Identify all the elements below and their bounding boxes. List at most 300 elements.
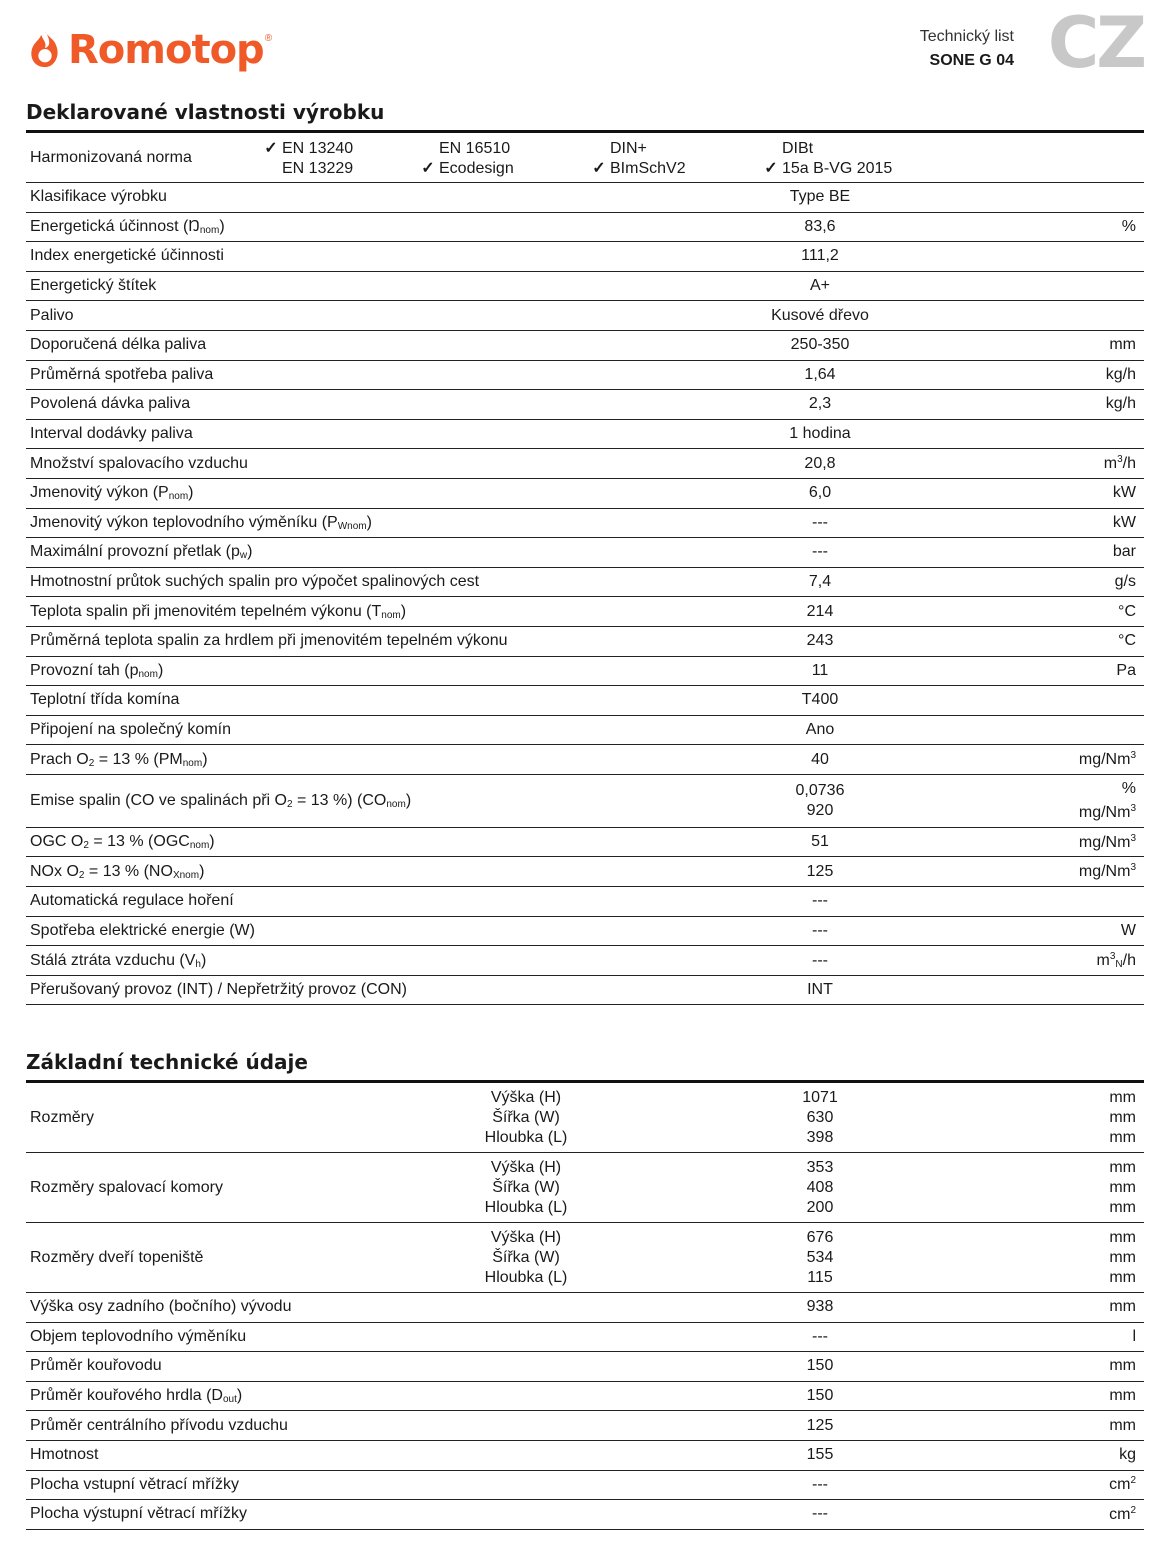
- row-unit: [1132, 1328, 1136, 1346]
- row-value: 155: [806, 1446, 834, 1464]
- row-label: [26, 1328, 626, 1346]
- declared-properties-table: [26, 133, 1144, 1005]
- row-value: Ano: [805, 720, 835, 738]
- row-label: Rozměry dveří topeniště: [30, 1248, 204, 1266]
- label-text: ): [405, 791, 412, 809]
- label-subscript: nom: [182, 757, 203, 769]
- label-subscript: nom: [381, 609, 401, 621]
- document-type-label: Technický list: [919, 28, 1014, 45]
- table-row: [26, 976, 1144, 1006]
- table-row: [26, 1352, 1144, 1382]
- row-label: [26, 247, 626, 265]
- unit-superscript: 2: [1130, 1475, 1136, 1487]
- row-value: [720, 1158, 920, 1218]
- table-row: [26, 946, 1144, 976]
- row-label: [26, 981, 626, 999]
- dimension-labels: [466, 1088, 586, 1148]
- label-text: Hmotnost: [30, 1446, 99, 1464]
- row-label: [26, 1446, 626, 1464]
- product-model: SONE G 04: [929, 52, 1014, 69]
- unit-text: W: [1120, 921, 1136, 939]
- table-row: [26, 857, 1144, 887]
- row-label: [26, 1298, 626, 1316]
- row-unit: [1115, 573, 1136, 591]
- row-value: ---: [812, 543, 828, 561]
- row-label: [26, 952, 626, 970]
- row-unit: [1109, 1475, 1136, 1494]
- norm-name: 15a B-VG 2015: [782, 160, 893, 177]
- unit-text: mg/Nm: [1078, 751, 1131, 769]
- row-label: [26, 833, 626, 851]
- label-subscript: 2: [286, 798, 293, 810]
- table-row: [26, 301, 1144, 331]
- label-text: Teplota spalin při jmenovitém tepelném výkonu (T: [30, 602, 382, 620]
- row-value: ---: [812, 513, 828, 531]
- row-label: [26, 455, 626, 473]
- label-text: Průměrná teplota spalin za hrdlem při jmenovitém tepelném výkonu: [30, 632, 508, 650]
- label-text: Emise spalin (CO ve spalinách při O: [30, 791, 287, 809]
- row-label: [26, 1505, 626, 1523]
- value-line: 408: [806, 1178, 834, 1196]
- label-text: ): [202, 750, 208, 768]
- label-text: Energetická účinnost (Ŋ: [30, 217, 200, 235]
- unit-text: kW: [1112, 513, 1136, 531]
- norm-item: [760, 139, 960, 159]
- label-text: Povolená dávka paliva: [30, 395, 191, 413]
- row-unit: [1079, 862, 1136, 881]
- row-label: [26, 425, 626, 443]
- label-text: = 13 % (OGC: [88, 833, 190, 851]
- table-row: [26, 509, 1144, 539]
- norm-name: DIN+: [610, 140, 647, 157]
- label-text: ): [366, 513, 372, 531]
- norm-name: EN 16510: [439, 140, 511, 157]
- table-row: [26, 449, 1144, 479]
- unit-text: mm: [1109, 1357, 1136, 1375]
- row-unit: [1097, 951, 1136, 970]
- label-subscript: w: [239, 550, 248, 562]
- label-subscript: Xnom: [172, 869, 200, 881]
- table-row: [26, 242, 1144, 272]
- row-unit: [1119, 1446, 1136, 1464]
- norm-item: [588, 139, 760, 159]
- label-text: ): [157, 661, 164, 679]
- norm-item: [417, 159, 588, 179]
- row-value: 83,6: [804, 217, 836, 235]
- label-text: Průměr centrálního přívodu vzduchu: [30, 1416, 288, 1434]
- norm-item: [260, 139, 417, 159]
- unit-text: %: [1121, 779, 1136, 797]
- table-row: [26, 1411, 1144, 1441]
- unit-text: °C: [1118, 602, 1136, 620]
- row-unit: [1109, 1298, 1136, 1316]
- label-text: ): [236, 1387, 243, 1405]
- label-subscript: 2: [88, 757, 95, 769]
- value-line: 200: [806, 1198, 834, 1216]
- dimension-label: Šířka (W): [492, 1178, 560, 1196]
- dimension-label: Hloubka (L): [484, 1198, 568, 1216]
- row-unit: [1109, 1387, 1136, 1405]
- checkmark-icon: [260, 159, 282, 179]
- table-row: [26, 1441, 1144, 1471]
- row-unit: [1079, 779, 1136, 823]
- value-line: 115: [807, 1268, 833, 1286]
- unit-text: %: [1121, 217, 1136, 235]
- checkmark-icon: ✓: [421, 160, 435, 177]
- table-row: [26, 828, 1144, 858]
- label-text: Průměr kouřovodu: [30, 1357, 162, 1375]
- dimension-label: Výška (H): [490, 1088, 562, 1106]
- row-label: Rozměry spalovací komory: [30, 1178, 223, 1196]
- dimension-label: Hloubka (L): [484, 1128, 568, 1146]
- row-value: 150: [806, 1357, 834, 1375]
- label-text: ): [200, 951, 207, 969]
- label-text: Jmenovitý výkon teplovodního výměníku (P: [30, 513, 338, 531]
- table-row-harmonized-norm: [26, 133, 1144, 183]
- label-subscript: nom: [168, 491, 189, 503]
- unit-text: mm: [1109, 1298, 1136, 1316]
- unit-superscript: 3: [1130, 802, 1136, 814]
- row-label: [26, 484, 626, 502]
- row-label: [26, 603, 626, 621]
- unit-line: mm: [1109, 1198, 1136, 1216]
- row-value: 40: [811, 750, 829, 768]
- norm-item: [760, 159, 960, 179]
- row-unit: [1104, 454, 1136, 473]
- table-row: [26, 887, 1144, 917]
- row-unit: [1109, 1088, 1136, 1148]
- row-unit: [1118, 632, 1136, 650]
- label-text: ): [400, 602, 407, 620]
- unit-line: mm: [1109, 1178, 1136, 1196]
- unit-text: mm: [1109, 336, 1136, 354]
- unit-text: °C: [1118, 632, 1136, 650]
- label-text: Objem teplovodního výměníku: [30, 1327, 247, 1345]
- label-text: Výška osy zadního (bočního) vývodu: [30, 1298, 292, 1316]
- label-text: ): [209, 833, 215, 851]
- row-unit: [1079, 833, 1136, 852]
- row-value: 2,3: [808, 395, 832, 413]
- row-value: 1,64: [804, 365, 836, 383]
- table-row: [26, 568, 1144, 598]
- row-label: Rozměry: [30, 1108, 95, 1126]
- label-text: Prach O: [30, 750, 89, 768]
- row-unit: [1122, 218, 1136, 236]
- unit-subscript: N: [1115, 959, 1123, 971]
- unit-text: bar: [1112, 543, 1136, 561]
- row-value: 51: [811, 833, 829, 851]
- row-unit: [1106, 366, 1136, 384]
- dimension-labels: [466, 1158, 586, 1218]
- label-subscript: nom: [386, 798, 406, 810]
- dimension-label: Výška (H): [490, 1158, 562, 1176]
- unit-text: l: [1132, 1327, 1136, 1345]
- dimension-label: Šířka (W): [492, 1248, 560, 1266]
- row-label: [26, 277, 626, 295]
- table-row: [26, 1293, 1144, 1323]
- row-value: 250-350: [790, 336, 850, 354]
- table-row: [26, 479, 1144, 509]
- unit-text: mg/Nm: [1078, 803, 1131, 821]
- row-label: [26, 1417, 626, 1435]
- row-label: [26, 573, 626, 591]
- row-value: 243: [806, 632, 834, 650]
- table-row: [26, 1382, 1144, 1412]
- table-row: [26, 213, 1144, 243]
- row-label: [26, 307, 626, 325]
- value-line: 1071: [802, 1088, 838, 1106]
- label-subscript: out: [222, 1394, 237, 1406]
- table-row: [26, 361, 1144, 391]
- label-text: Plocha výstupní větrací mřížky: [30, 1505, 247, 1523]
- row-unit: [1118, 603, 1136, 621]
- row-unit: [1109, 1228, 1136, 1288]
- row-value: 214: [806, 602, 834, 620]
- row-label: [26, 662, 626, 680]
- unit-text: kW: [1112, 484, 1136, 502]
- row-label: [26, 1476, 626, 1494]
- row-label: [26, 218, 626, 236]
- row-unit: [1106, 395, 1136, 413]
- unit-superscript: 3: [1130, 750, 1136, 762]
- unit-text: kg/h: [1105, 395, 1136, 413]
- row-value: [720, 1228, 920, 1288]
- row-value: T400: [801, 691, 839, 709]
- norm-item: [260, 159, 417, 179]
- label-text: Energetický štítek: [30, 277, 157, 295]
- unit-line: [1079, 779, 1136, 799]
- table-row: [26, 183, 1144, 213]
- label-text: Průměrná spotřeba paliva: [30, 365, 214, 383]
- label-text: Jmenovitý výkon (P: [30, 484, 169, 502]
- checkmark-icon: ✓: [592, 160, 606, 177]
- table-row: [26, 745, 1144, 775]
- row-value: 111,2: [801, 247, 839, 265]
- label-text: Množství spalovacího vzduchu: [30, 454, 248, 472]
- unit-line: [1079, 799, 1136, 823]
- label-subscript: Wnom: [337, 520, 367, 532]
- row-label: [26, 721, 626, 739]
- dimension-labels: [466, 1228, 586, 1288]
- label-text: = 13 % (PM: [94, 750, 183, 768]
- label-text: Hmotnostní průtok suchých spalin pro výpočet spalinových cest: [30, 573, 480, 591]
- row-value: 20,8: [804, 454, 836, 472]
- row-label: [26, 751, 626, 769]
- label-subscript: nom: [189, 840, 210, 852]
- table-row: [26, 538, 1144, 568]
- norm-item: [588, 159, 760, 179]
- value-line: 0,0736: [795, 781, 845, 799]
- value-line: 534: [806, 1248, 834, 1266]
- row-label: [26, 792, 626, 810]
- row-value: INT: [807, 981, 833, 999]
- row-value: 938: [806, 1298, 834, 1316]
- dimension-label: Šířka (W): [492, 1108, 560, 1126]
- flame-logo-icon: [26, 29, 64, 71]
- label-text: ): [199, 862, 205, 880]
- label-text: ): [219, 217, 225, 235]
- unit-superscript: 2: [1130, 1504, 1136, 1516]
- row-value: Kusové dřevo: [771, 306, 869, 324]
- row-unit: [1113, 484, 1136, 502]
- row-label: [26, 514, 626, 532]
- label-text: Maximální provozní přetlak (p: [30, 543, 240, 561]
- unit-superscript: 3: [1109, 951, 1116, 963]
- checkmark-icon: ✓: [264, 140, 278, 157]
- checkmark-icon: [760, 139, 782, 159]
- row-label: [26, 922, 626, 940]
- row-unit: [1079, 750, 1136, 769]
- row-label: [26, 543, 626, 561]
- row-value: ---: [812, 892, 828, 910]
- unit-text: g/s: [1114, 573, 1136, 591]
- row-label: [26, 1357, 626, 1375]
- norm-name: EN 13240: [282, 140, 354, 157]
- row-value: 7,4: [808, 573, 832, 591]
- table-row: [26, 597, 1144, 627]
- label-text: Průměr kouřového hrdla (D: [30, 1387, 223, 1405]
- unit-text: mg/Nm: [1078, 863, 1131, 881]
- row-unit: [1109, 1417, 1136, 1435]
- unit-line: mm: [1109, 1268, 1136, 1286]
- label-text: Interval dodávky paliva: [30, 425, 193, 443]
- table-row: [26, 627, 1144, 657]
- table-row-dimensions: [26, 1083, 1144, 1153]
- row-unit: [1109, 1158, 1136, 1218]
- table-row: [26, 390, 1144, 420]
- label-text: Spotřeba elektrické energie (W): [30, 921, 255, 939]
- checkmark-icon: [417, 139, 439, 159]
- row-unit: [1113, 514, 1136, 532]
- row-label: [26, 892, 626, 910]
- value-line: 353: [806, 1158, 834, 1176]
- row-unit: [1109, 1357, 1136, 1375]
- unit-text: m: [1096, 952, 1110, 970]
- row-label: [26, 632, 626, 650]
- brand-logo: [26, 24, 272, 76]
- unit-text: /h: [1122, 455, 1136, 473]
- label-text: = 13 %) (CO: [292, 791, 387, 809]
- row-value: ---: [812, 1475, 828, 1493]
- unit-line: mm: [1109, 1128, 1136, 1146]
- row-value: ---: [812, 921, 828, 939]
- table-row: [26, 917, 1144, 947]
- label-text: OGC O: [30, 833, 84, 851]
- dimension-label: Výška (H): [490, 1228, 562, 1246]
- label-text: Index energetické účinnosti: [30, 247, 224, 265]
- label-text: Doporučená délka paliva: [30, 336, 207, 354]
- row-label: Harmonizovaná norma: [30, 148, 192, 166]
- unit-line: mm: [1109, 1158, 1136, 1176]
- row-label: [26, 366, 626, 384]
- row-label: [26, 395, 626, 413]
- label-text: Automatická regulace hoření: [30, 892, 234, 910]
- table-row: [26, 657, 1144, 687]
- label-text: NOx O: [30, 862, 79, 880]
- label-text: Provozní tah (p: [30, 661, 139, 679]
- label-text: Klasifikace výrobku: [30, 188, 167, 206]
- norm-name: DIBt: [782, 140, 814, 157]
- label-text: Stálá ztráta vzduchu (V: [30, 951, 196, 969]
- label-text: Připojení na společný komín: [30, 720, 231, 738]
- row-label: [26, 691, 626, 709]
- label-text: ): [247, 543, 253, 561]
- row-label: [26, 863, 626, 881]
- unit-text: kg/h: [1105, 365, 1136, 383]
- table-row: [26, 686, 1144, 716]
- row-unit: [1109, 1505, 1136, 1524]
- row-label: [26, 188, 626, 206]
- label-text: Přerušovaný provoz (INT) / Nepřetržitý provoz (CON): [30, 981, 407, 999]
- row-value: 11: [811, 661, 829, 679]
- row-unit: [1109, 336, 1136, 354]
- label-text: = 13 % (NO: [84, 862, 173, 880]
- unit-line: mm: [1109, 1088, 1136, 1106]
- unit-line: mm: [1109, 1108, 1136, 1126]
- row-label: [26, 336, 626, 354]
- row-unit: [1113, 543, 1136, 561]
- brand-name: Romotop: [68, 27, 264, 73]
- checkmark-icon: ✓: [764, 160, 778, 177]
- unit-text: cm: [1109, 1476, 1131, 1494]
- label-text: ): [188, 484, 194, 502]
- row-value: 125: [806, 1416, 834, 1434]
- unit-superscript: 3: [1117, 454, 1123, 466]
- norm-list: [260, 139, 960, 179]
- unit-text: m: [1103, 455, 1118, 473]
- label-text: Palivo: [30, 306, 74, 324]
- document-header: [920, 26, 1014, 72]
- table-row: [26, 331, 1144, 361]
- checkmark-icon: [588, 139, 610, 159]
- table-row: [26, 1500, 1144, 1530]
- basic-technical-data-table: [26, 1083, 1144, 1530]
- unit-superscript: 3: [1130, 862, 1136, 874]
- unit-superscript: 3: [1130, 832, 1136, 844]
- unit-text: mm: [1109, 1387, 1136, 1405]
- row-value: ---: [812, 1505, 828, 1523]
- unit-line: mm: [1109, 1248, 1136, 1266]
- table-row: [26, 716, 1144, 746]
- row-value: [720, 781, 920, 821]
- value-line: 630: [806, 1108, 834, 1126]
- unit-text: Pa: [1116, 661, 1136, 679]
- unit-text: mg/Nm: [1078, 833, 1131, 851]
- row-label: [26, 1387, 626, 1405]
- row-value: 1 hodina: [789, 425, 851, 443]
- norm-name: EN 13229: [282, 160, 354, 177]
- table-row: [26, 1471, 1144, 1501]
- section-title-basic-technical-data: Základní technické údaje: [26, 1050, 308, 1074]
- row-value: A+: [809, 277, 830, 295]
- norm-name: BImSchV2: [610, 160, 686, 177]
- norm-item: [417, 139, 588, 159]
- row-value: [720, 1088, 920, 1148]
- unit-line: mm: [1109, 1228, 1136, 1246]
- section-title-declared-properties: Deklarované vlastnosti výrobku: [26, 100, 385, 124]
- unit-text: cm: [1109, 1505, 1131, 1523]
- row-value: ---: [812, 951, 828, 969]
- table-row: [26, 420, 1144, 450]
- table-row: [26, 272, 1144, 302]
- label-subscript: 2: [78, 869, 85, 881]
- dimension-label: Hloubka (L): [484, 1268, 568, 1286]
- label-subscript: nom: [138, 668, 158, 680]
- row-value: 6,0: [808, 484, 832, 502]
- language-code: CZ: [1047, 2, 1144, 84]
- unit-text: mm: [1109, 1416, 1136, 1434]
- unit-text: /h: [1122, 952, 1136, 970]
